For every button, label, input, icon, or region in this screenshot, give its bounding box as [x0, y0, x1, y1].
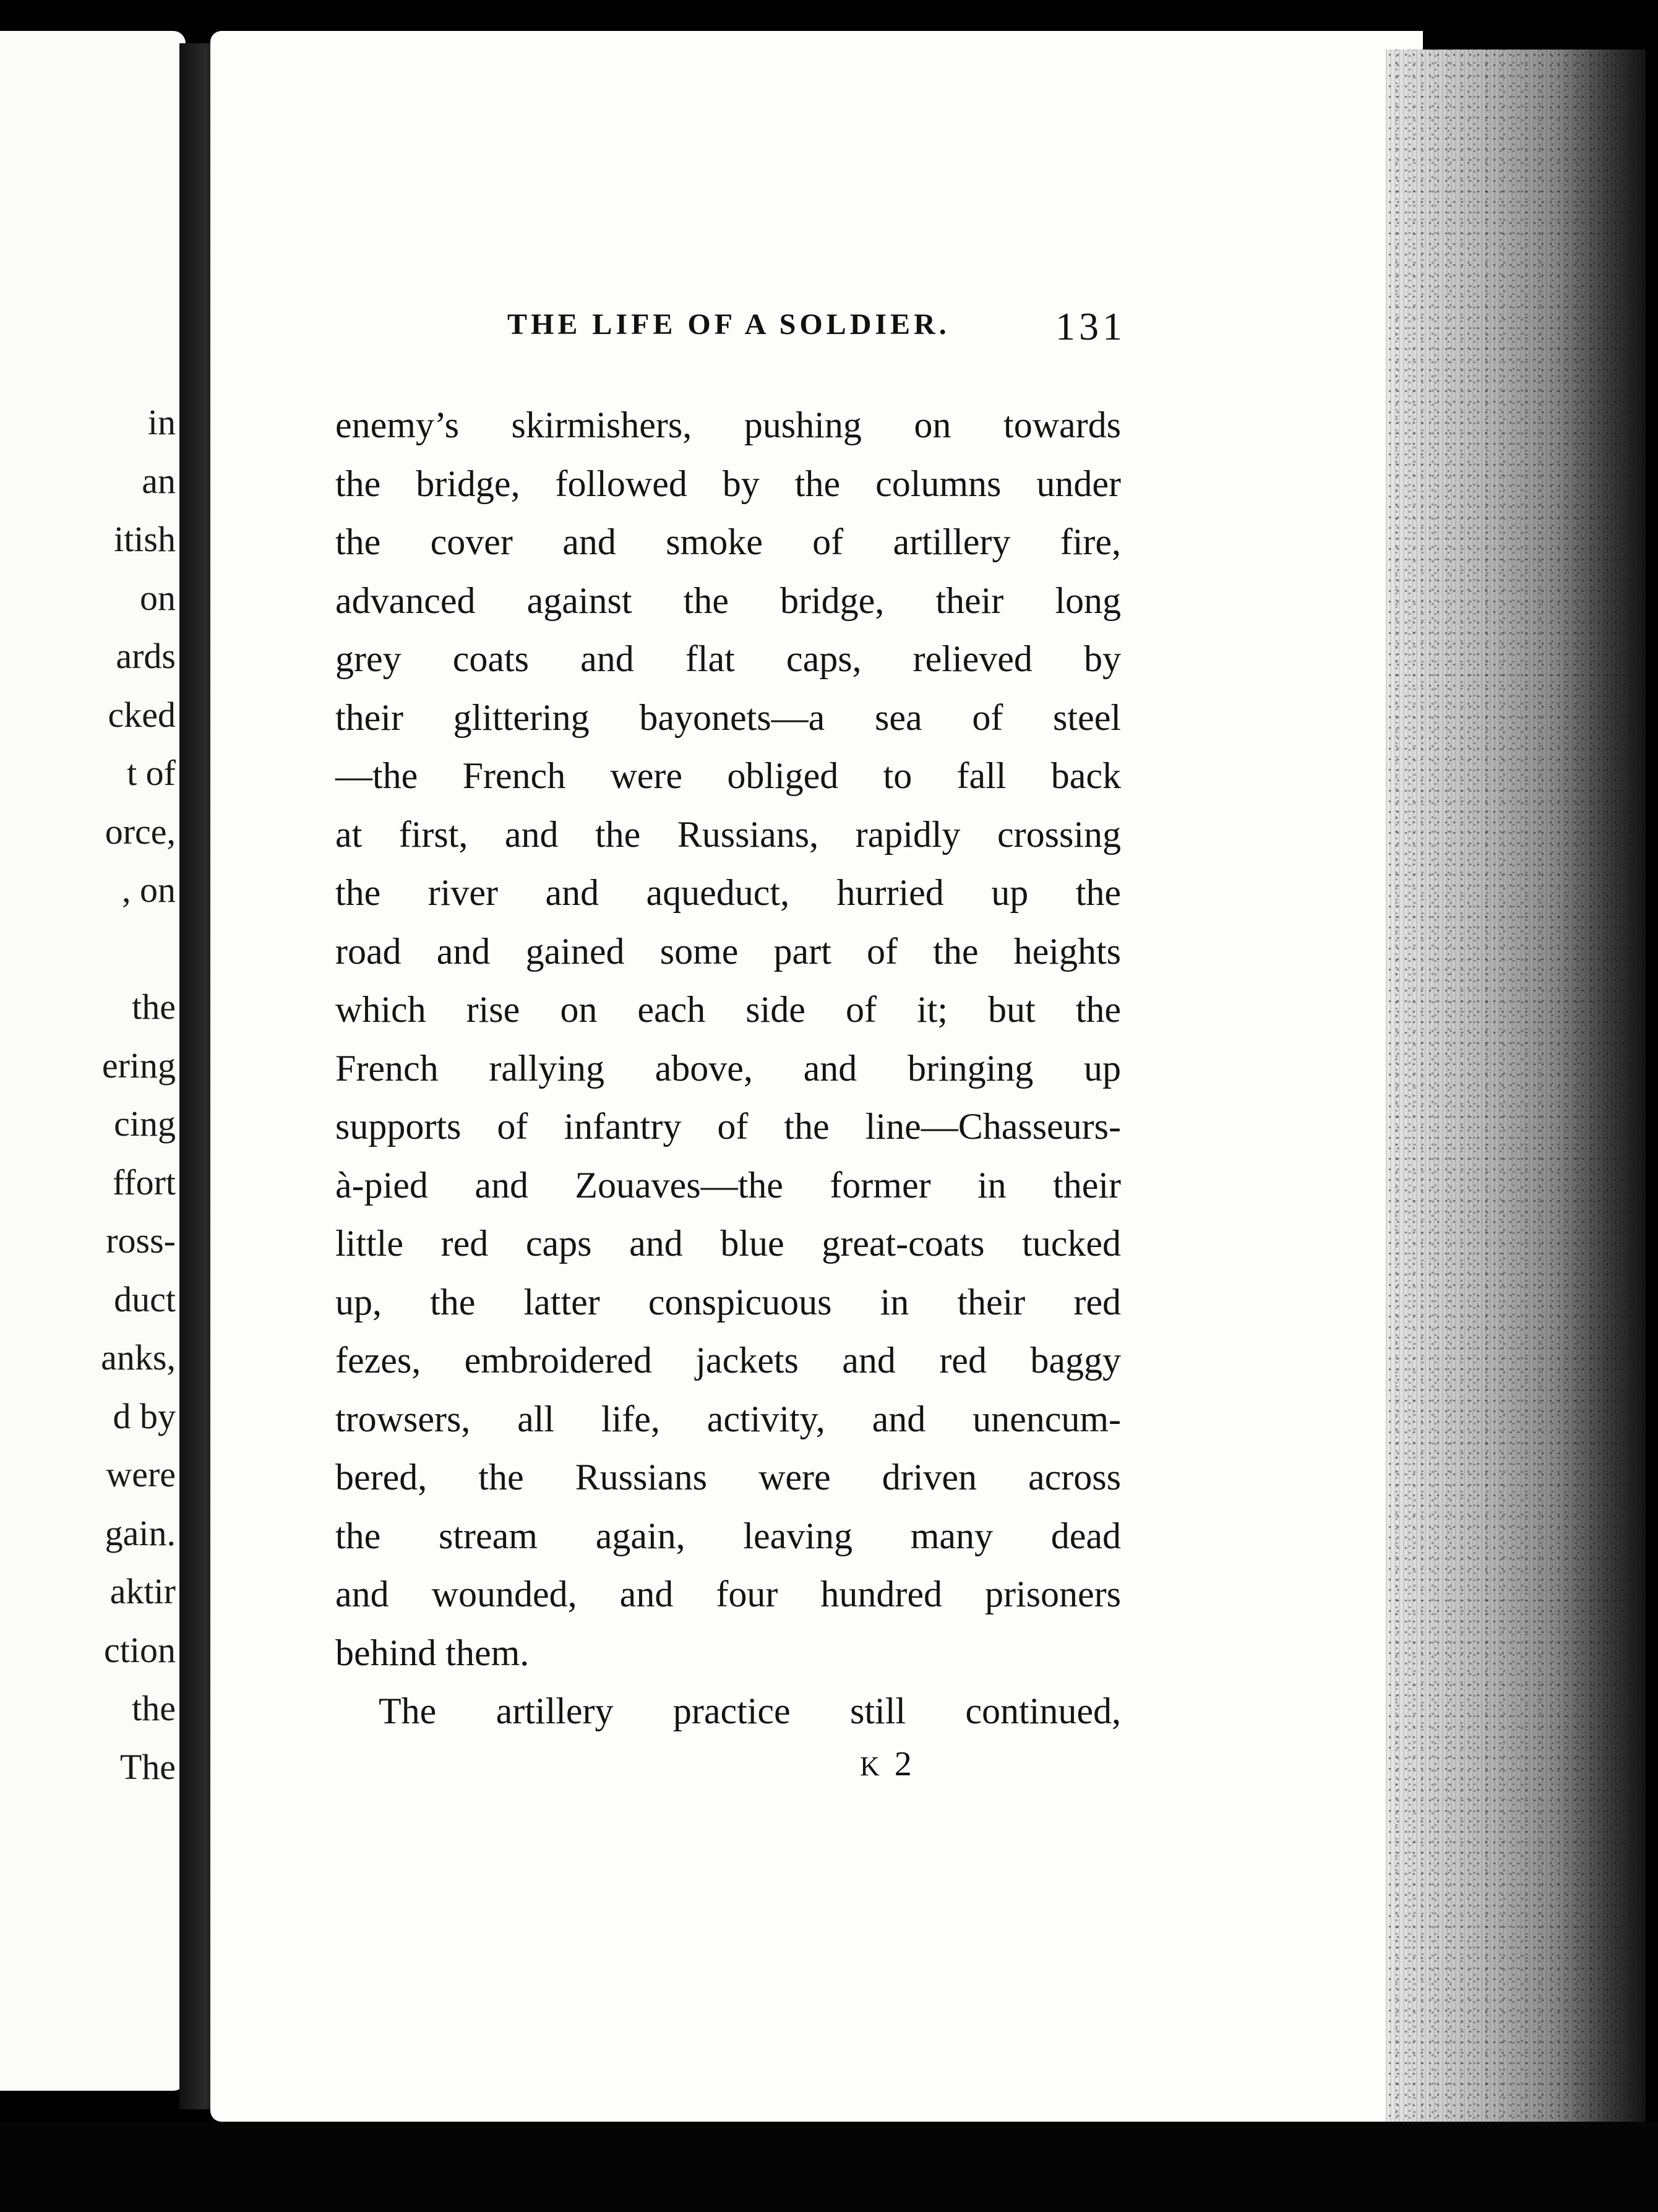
page-edges-block	[1386, 49, 1646, 2153]
signature-letter: K	[860, 1751, 895, 1781]
running-title: THE LIFE OF A SOLDIER.	[507, 308, 950, 341]
text-line: fezes, embroidered jackets and red baggy	[335, 1340, 1121, 1381]
text-line: à-pied and Zouaves—the former in their	[335, 1164, 1121, 1206]
edge-line: were	[106, 1454, 176, 1494]
paragraph-first-line: The artillery practice still continued,	[379, 1691, 1121, 1731]
text-line: road and gained some part of the heights	[335, 930, 1121, 972]
edge-line: in	[147, 402, 176, 442]
edge-line: ering	[101, 1045, 176, 1086]
edge-line: ffort	[112, 1162, 176, 1202]
text-line: trowsers, all life, activity, and unencum-	[335, 1398, 1121, 1439]
text-line: advanced against the bridge, their long	[335, 580, 1121, 621]
signature-number: 2	[894, 1745, 927, 1783]
edge-line: itish	[114, 519, 176, 559]
text-line: supports of infantry of the line—Chasseurs-	[335, 1106, 1121, 1147]
edge-line: anks,	[101, 1337, 176, 1378]
text-line: the stream again, leaving many dead	[335, 1515, 1121, 1556]
text-line: at first, and the Russians, rapidly crossing	[335, 813, 1121, 855]
text-line: which rise on each side of it; but the	[335, 989, 1121, 1030]
edge-line: the	[132, 1688, 176, 1728]
text-line: enemy’s skirmishers, pushing on towards	[335, 405, 1121, 445]
text-line: French rallying above, and bringing up	[335, 1047, 1121, 1089]
scan-background-bottom	[0, 2122, 1658, 2212]
text-line: the cover and smoke of artillery fire,	[335, 521, 1121, 562]
edge-line: orce,	[105, 811, 176, 852]
text-line: bered, the Russians were driven across	[335, 1457, 1121, 1498]
signature-mark	[860, 1744, 927, 1784]
text-line: behind them.	[335, 1632, 530, 1673]
edge-line	[0, 920, 176, 979]
edge-line: on	[140, 577, 176, 618]
text-line: their glittering bayonets—a sea of steel	[335, 697, 1121, 738]
running-head	[507, 304, 1126, 351]
edge-line: t of	[127, 753, 176, 793]
text-line: the bridge, followed by the columns under	[335, 463, 1121, 504]
edge-line: an	[142, 460, 176, 501]
edge-line: the	[132, 987, 176, 1027]
text-line: little red caps and blue great-coats tucked	[335, 1223, 1121, 1264]
edge-line: ross-	[106, 1220, 176, 1261]
page-number: 131	[1055, 304, 1126, 348]
text-line: and wounded, and four hundred prisoners	[335, 1574, 1121, 1614]
text-line: the river and aqueduct, hurried up the	[335, 872, 1121, 913]
body-text	[335, 396, 1121, 1741]
page-edge-speckle	[1386, 49, 1646, 2153]
text-line: grey coats and flat caps, relieved by	[335, 638, 1121, 679]
edge-line: The	[119, 1746, 176, 1787]
edge-line: aktir	[110, 1571, 176, 1611]
facing-page-left	[0, 31, 186, 2091]
edge-line: cked	[108, 694, 176, 735]
text-line: —the French were obliged to fall back	[335, 755, 1121, 796]
edge-line: cing	[114, 1104, 176, 1144]
edge-line: gain.	[105, 1512, 176, 1553]
edge-line: duct	[114, 1279, 176, 1319]
facing-page-text-fragment	[0, 31, 176, 1796]
edge-line: , on	[122, 870, 176, 910]
edge-line: ction	[104, 1629, 176, 1670]
edge-line: ards	[116, 636, 176, 676]
edge-line: d by	[113, 1395, 176, 1436]
text-line: up, the latter conspicuous in their red	[335, 1281, 1121, 1322]
